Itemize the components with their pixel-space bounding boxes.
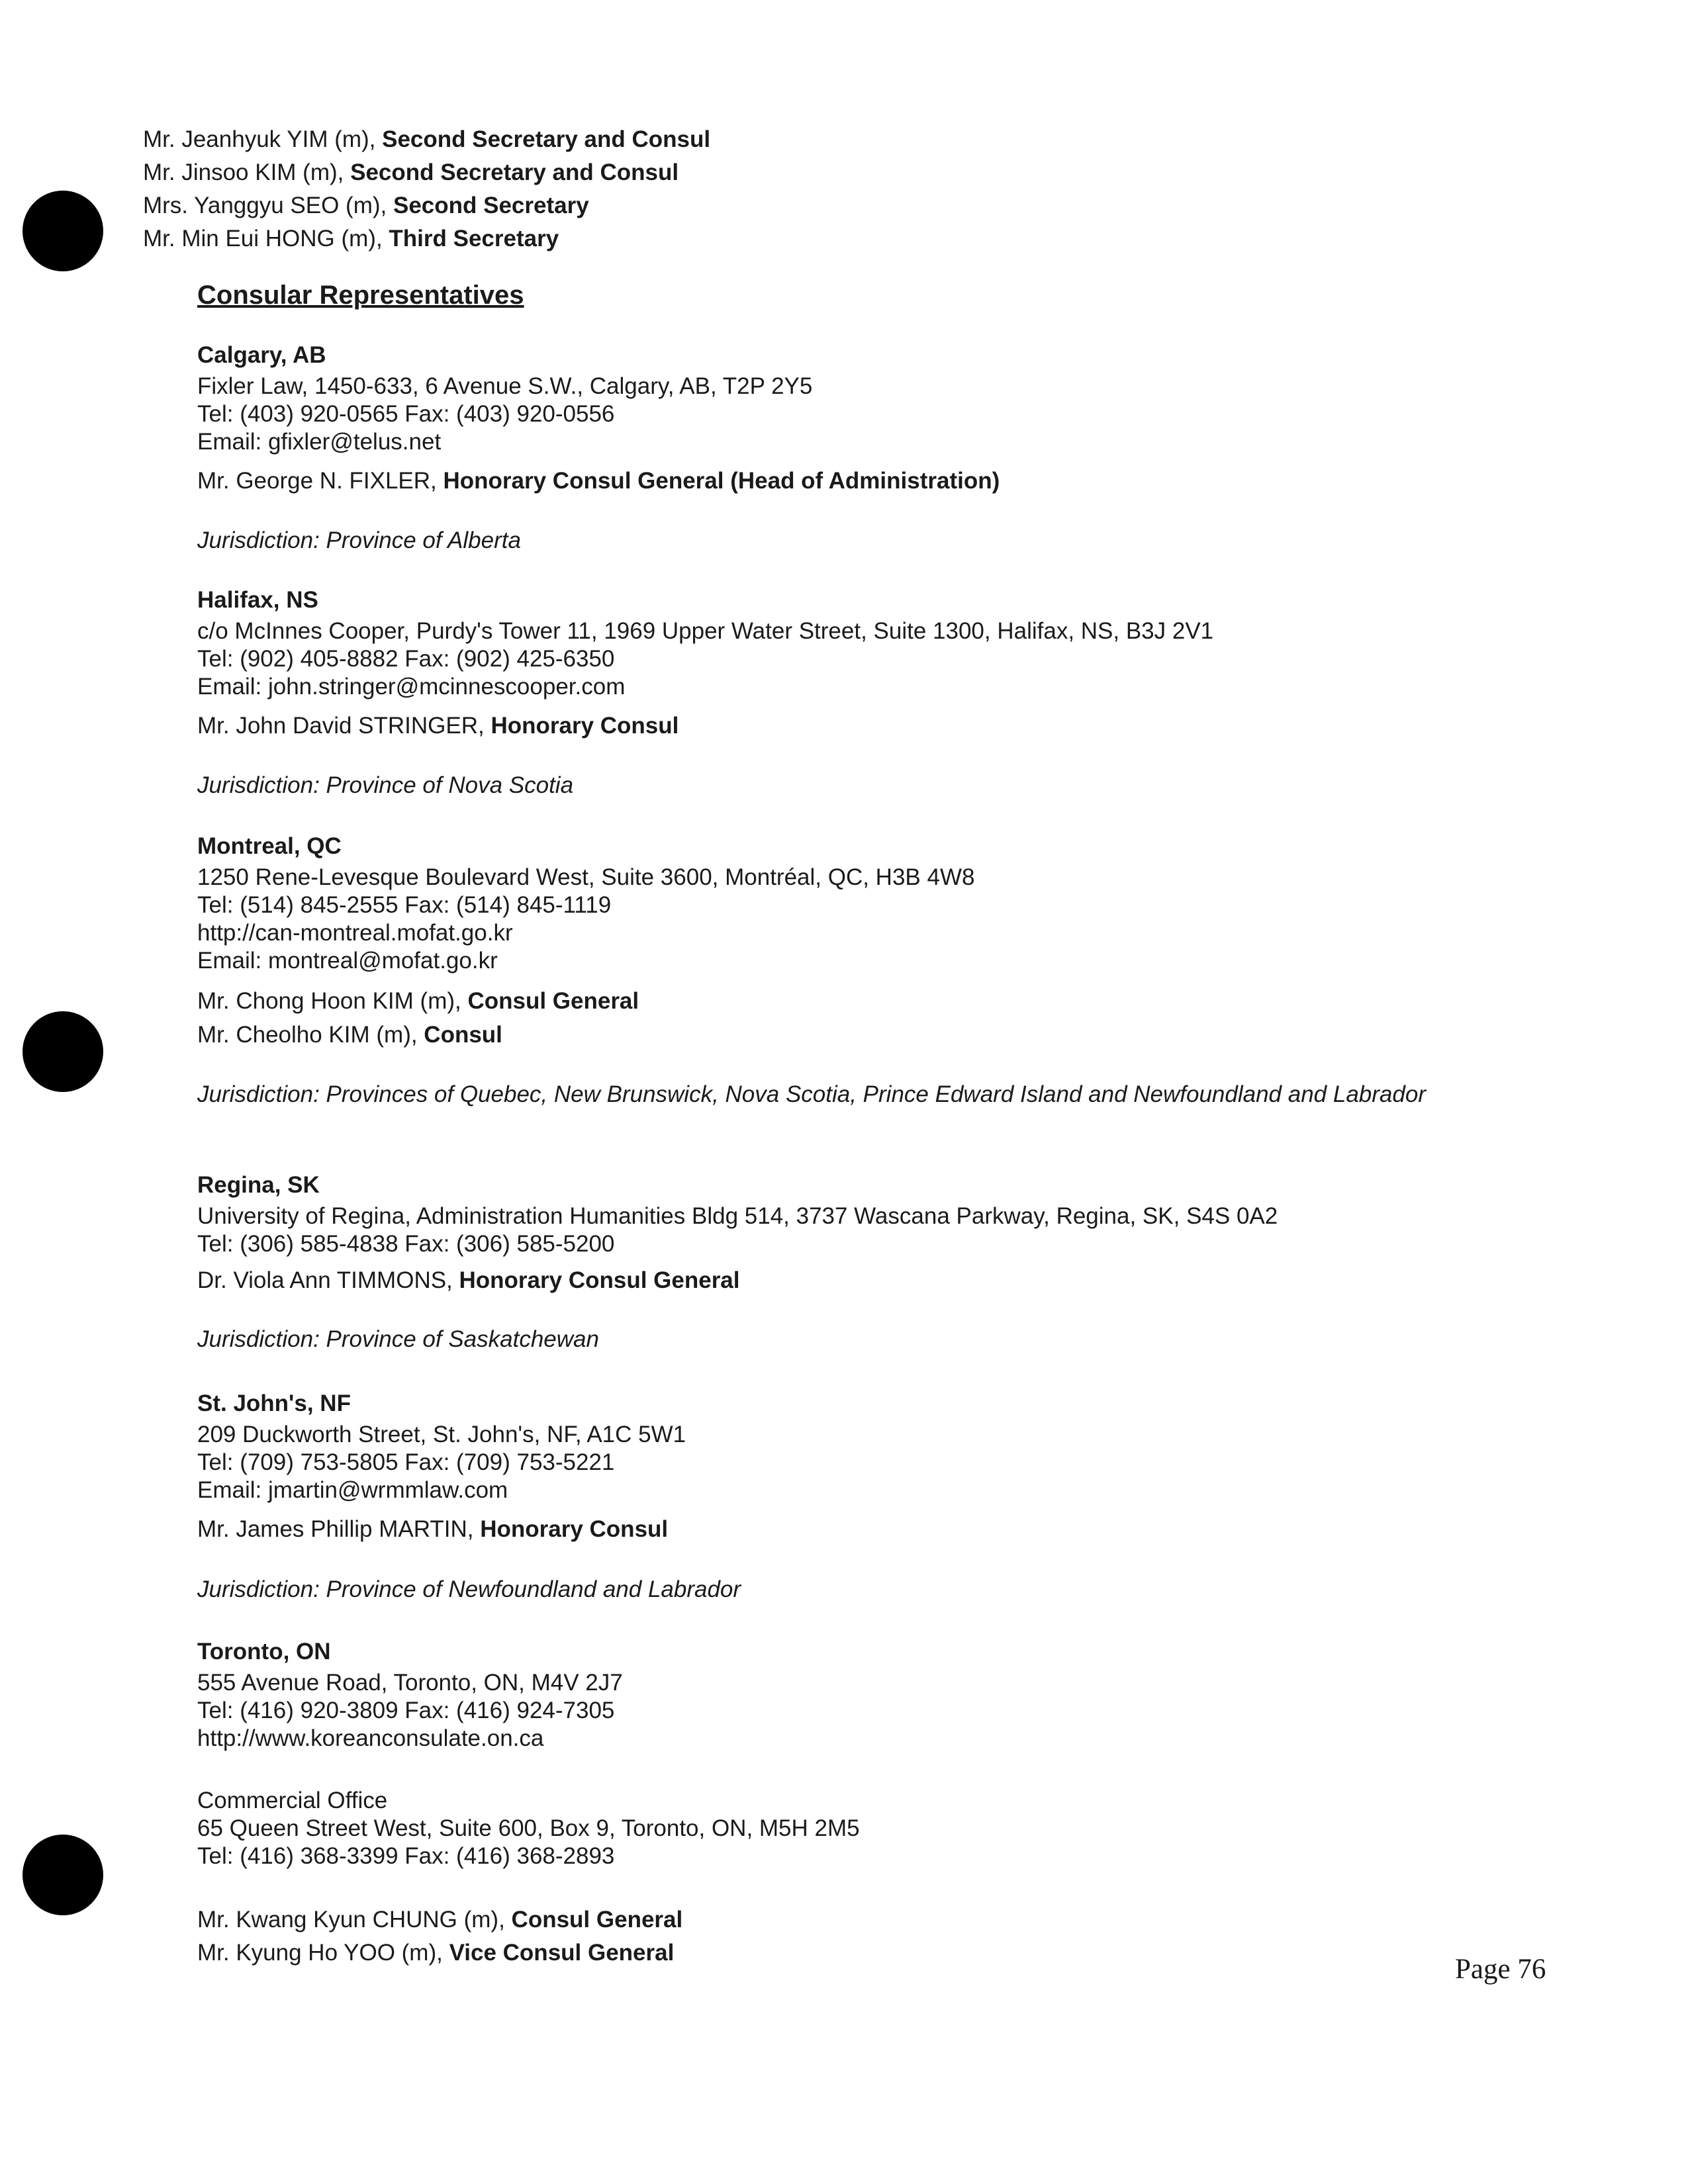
office-email: Email: montreal@mofat.go.kr [197, 948, 498, 974]
official-title: Consul General [467, 988, 639, 1014]
jurisdiction: Jurisdiction: Provinces of Quebec, New Brunswick, Nova Scotia, Prince Edward Island and Newfoundland and Labrador [197, 1081, 1426, 1107]
official-entry [197, 712, 679, 740]
office-email: Email: john.stringer@mcinnescooper.com [197, 674, 626, 700]
staff-entry [143, 225, 559, 253]
office-address: c/o McInnes Cooper, Purdy's Tower 11, 1969 Upper Water Street, Suite 1300, Halifax, NS, B3J 2V1 [197, 618, 1214, 644]
official-entry [197, 1939, 674, 1967]
office-address: 555 Avenue Road, Toronto, ON, M4V 2J7 [197, 1670, 623, 1696]
office-phone: Tel: (514) 845-2555 Fax: (514) 845-1119 [197, 892, 612, 918]
official-entry [197, 1906, 682, 1934]
staff-title: Second Secretary and Consul [350, 159, 679, 185]
staff-title: Third Secretary [389, 226, 559, 251]
office-website: http://can-montreal.mofat.go.kr [197, 920, 513, 946]
punch-hole [23, 1835, 103, 1915]
office-address: University of Regina, Administration Humanities Bldg 514, 3737 Wascana Parkway, Regina, SK, S4S 0A2 [197, 1203, 1278, 1229]
office-phone: Tel: (306) 585-4838 Fax: (306) 585-5200 [197, 1231, 615, 1257]
office-city: Toronto, ON [197, 1639, 331, 1664]
jurisdiction: Jurisdiction: Province of Nova Scotia [197, 772, 574, 798]
commercial-office-label: Commercial Office [197, 1788, 388, 1813]
commercial-office-phone: Tel: (416) 368-3399 Fax: (416) 368-2893 [197, 1843, 615, 1869]
official-title: Honorary Consul [480, 1516, 669, 1542]
office-city: Regina, SK [197, 1172, 320, 1198]
office-address: Fixler Law, 1450-633, 6 Avenue S.W., Calgary, AB, T2P 2Y5 [197, 373, 813, 399]
official-entry [197, 467, 1000, 495]
official-entry [197, 1516, 668, 1543]
official-title: Vice Consul General [449, 1940, 675, 1966]
office-city: Montreal, QC [197, 833, 342, 859]
office-city: Calgary, AB [197, 342, 326, 368]
official-entry [197, 1021, 502, 1049]
office-email: Email: jmartin@wrmmlaw.com [197, 1477, 508, 1503]
official-title: Consul General [511, 1907, 683, 1933]
punch-hole [23, 1011, 103, 1092]
jurisdiction: Jurisdiction: Province of Saskatchewan [197, 1326, 599, 1352]
office-phone: Tel: (403) 920-0565 Fax: (403) 920-0556 [197, 401, 615, 427]
staff-name: Mr. Min Eui HONG (m), [143, 226, 389, 251]
jurisdiction: Jurisdiction: Province of Newfoundland and Labrador [197, 1576, 741, 1602]
section-heading: Consular Representatives [197, 281, 524, 310]
punch-hole [23, 191, 103, 271]
office-city: St. John's, NF [197, 1390, 351, 1416]
office-phone: Tel: (416) 920-3809 Fax: (416) 924-7305 [197, 1698, 615, 1723]
staff-name: Mrs. Yanggyu SEO (m), [143, 193, 393, 218]
official-name: Mr. Cheolho KIM (m), [197, 1022, 424, 1048]
official-name: Mr. Kyung Ho YOO (m), [197, 1940, 449, 1966]
office-phone: Tel: (709) 753-5805 Fax: (709) 753-5221 [197, 1449, 615, 1475]
office-city: Halifax, NS [197, 587, 318, 613]
official-name: Mr. Kwang Kyun CHUNG (m), [197, 1907, 512, 1933]
office-website: http://www.koreanconsulate.on.ca [197, 1725, 544, 1751]
staff-entry [143, 192, 589, 220]
official-title: Honorary Consul [491, 713, 679, 739]
official-name: Mr. Chong Hoon KIM (m), [197, 988, 468, 1014]
official-entry [197, 987, 639, 1015]
official-entry [197, 1267, 740, 1295]
official-title: Honorary Consul General [459, 1267, 740, 1293]
official-title: Honorary Consul General (Head of Administration) [443, 468, 1000, 494]
office-email: Email: gfixler@telus.net [197, 429, 442, 455]
staff-entry [143, 159, 679, 187]
official-name: Dr. Viola Ann TIMMONS, [197, 1267, 459, 1293]
staff-name: Mr. Jeanhyuk YIM (m), [143, 126, 383, 152]
jurisdiction: Jurisdiction: Province of Alberta [197, 527, 521, 553]
staff-name: Mr. Jinsoo KIM (m), [143, 159, 351, 185]
page-number: Page 76 [1455, 1954, 1546, 1985]
official-name: Mr. George N. FIXLER, [197, 468, 444, 494]
official-name: Mr. James Phillip MARTIN, [197, 1516, 481, 1542]
office-address: 1250 Rene-Levesque Boulevard West, Suite 3600, Montréal, QC, H3B 4W8 [197, 864, 975, 890]
staff-entry [143, 126, 710, 154]
staff-title: Second Secretary and Consul [382, 126, 711, 152]
staff-title: Second Secretary [393, 193, 589, 218]
commercial-office-address: 65 Queen Street West, Suite 600, Box 9, Toronto, ON, M5H 2M5 [197, 1815, 860, 1841]
official-title: Consul [424, 1022, 502, 1048]
office-phone: Tel: (902) 405-8882 Fax: (902) 425-6350 [197, 646, 615, 672]
office-address: 209 Duckworth Street, St. John's, NF, A1C 5W1 [197, 1422, 686, 1447]
official-name: Mr. John David STRINGER, [197, 713, 491, 739]
